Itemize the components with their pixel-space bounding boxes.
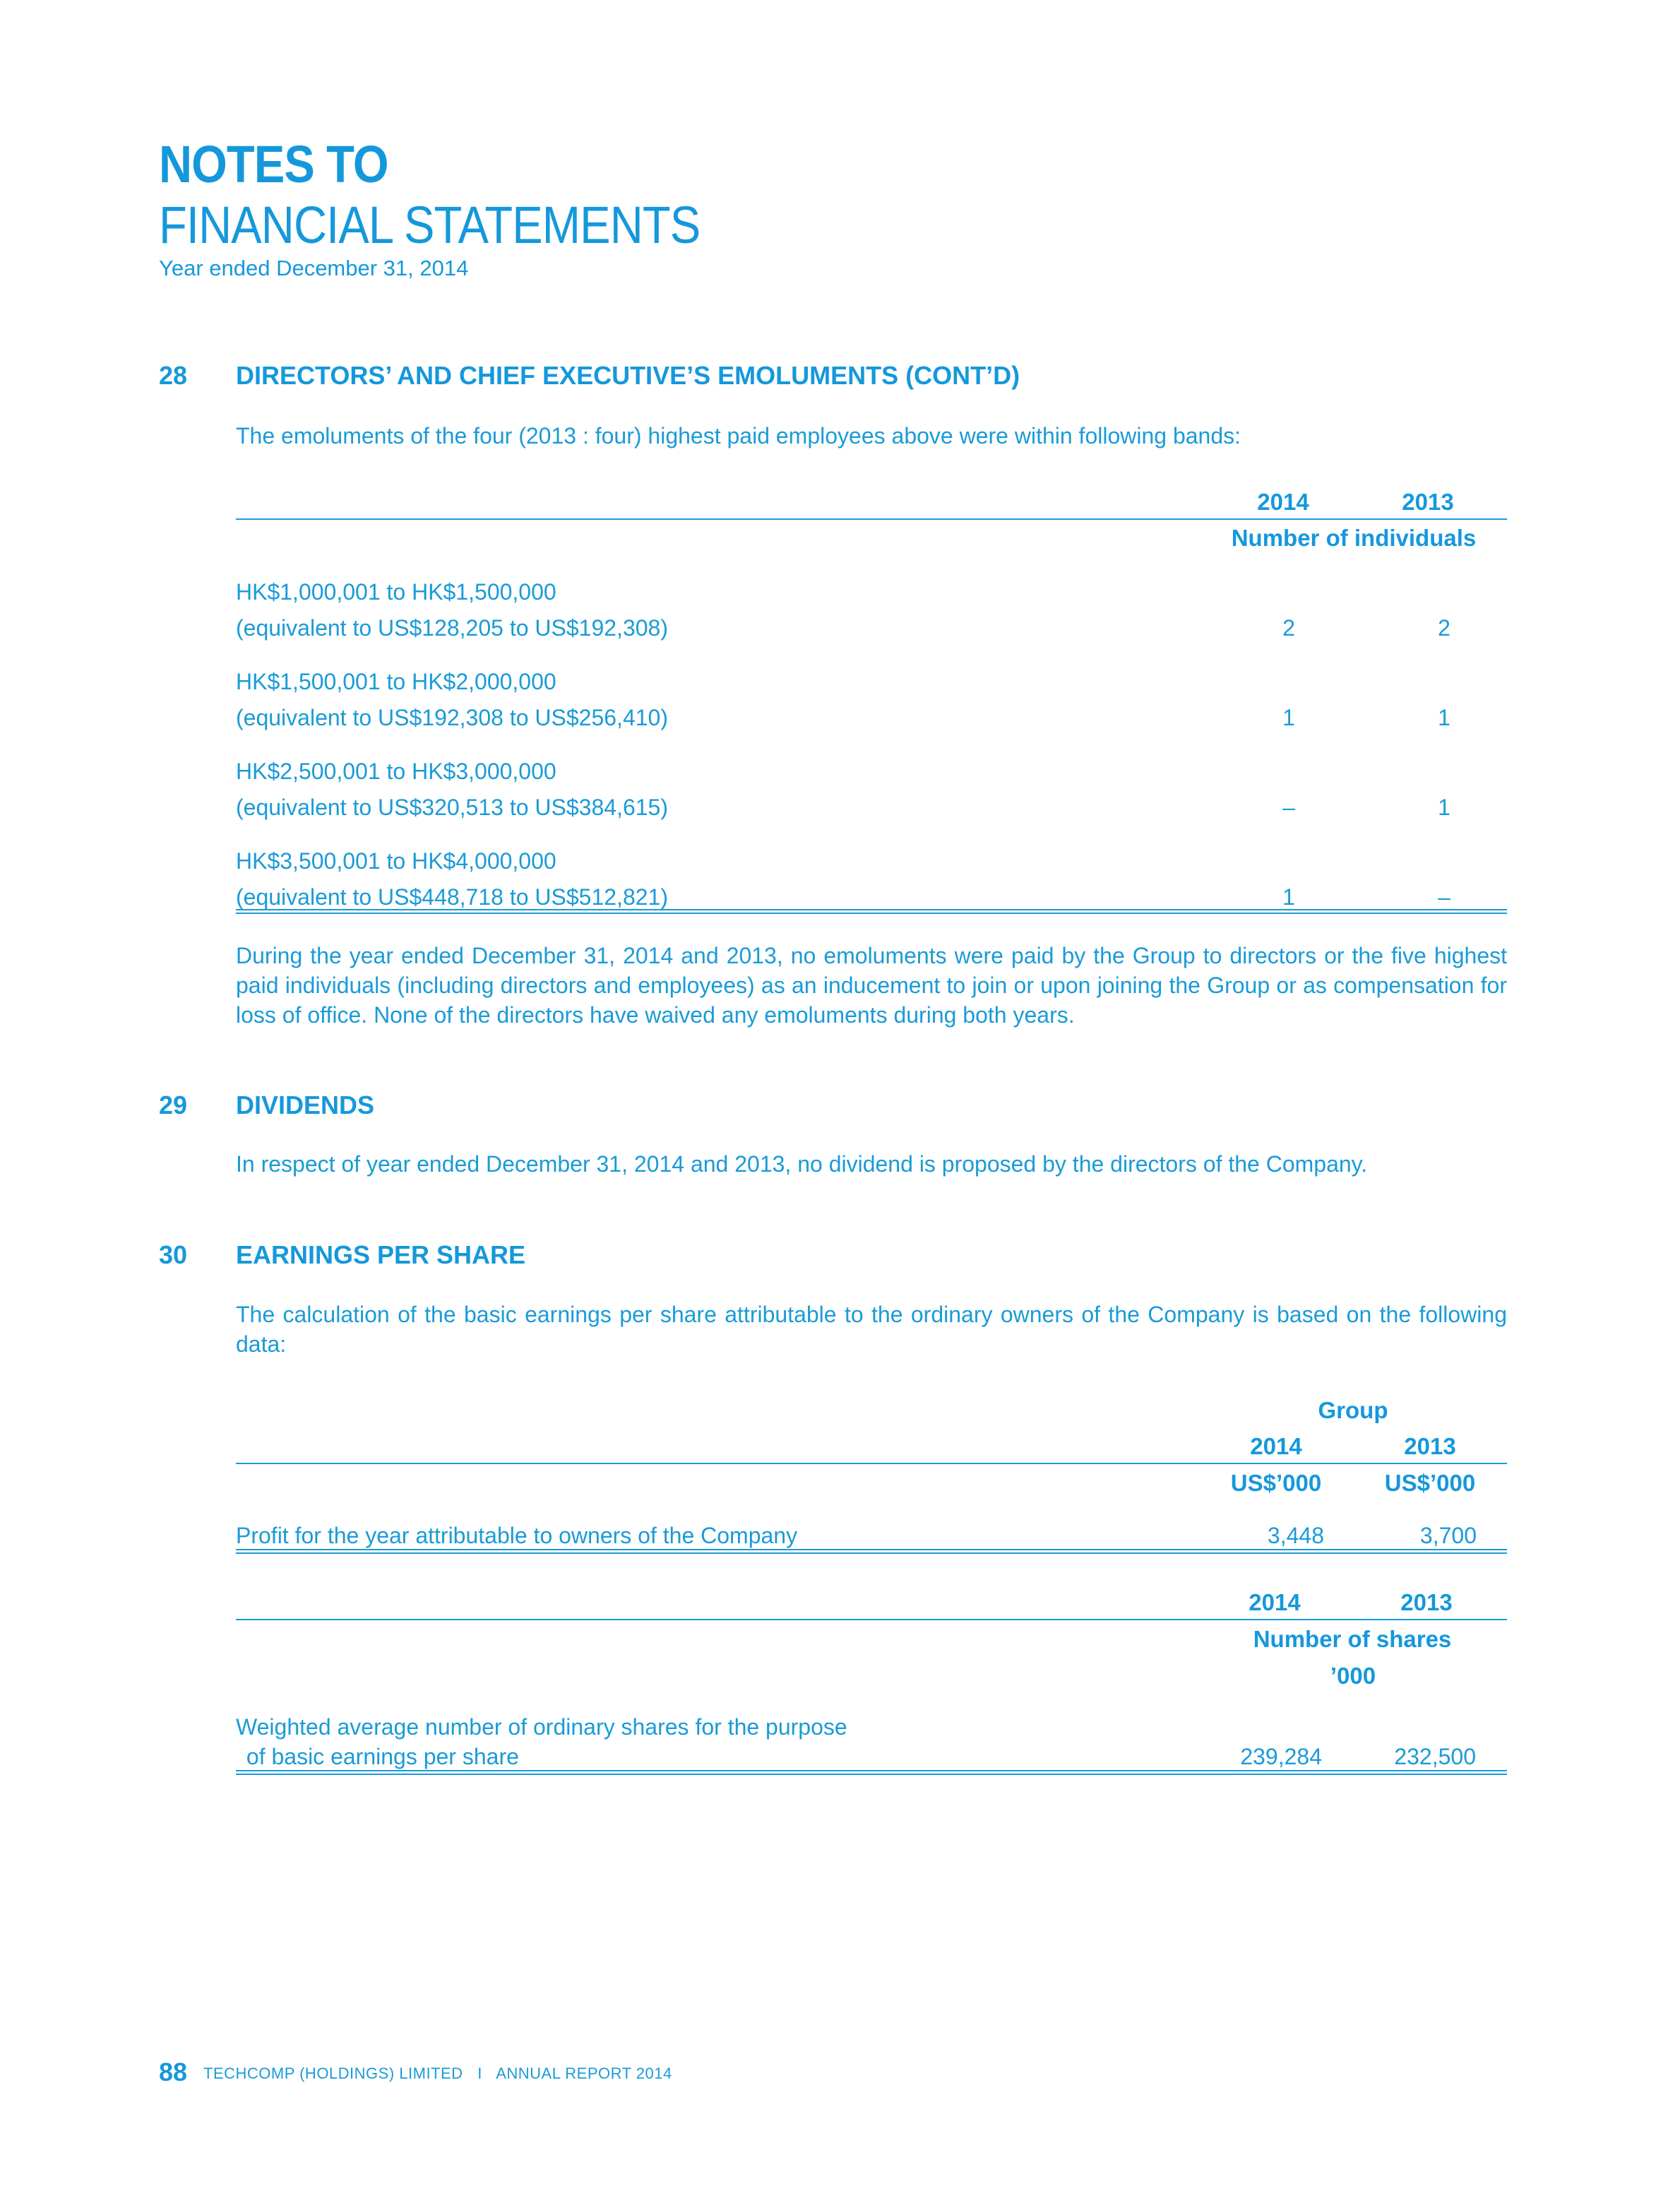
s28-row-2-2014: 1: [1282, 705, 1295, 730]
eps-t2-row-label-line2: of basic earnings per share: [240, 1744, 519, 1769]
eps-t2-unit: ’000: [1330, 1663, 1376, 1689]
eps-t2-row-label-line1: Weighted average number of ordinary shares for the purpose: [236, 1714, 847, 1740]
eps-t2-value-2013: 232,500: [1394, 1744, 1476, 1769]
eps-t2-double-rule: [236, 1770, 1507, 1775]
s28-row-2-2013: 1: [1438, 705, 1450, 730]
eps-t1-value-2014: 3,448: [1267, 1523, 1324, 1548]
s28-row-4-equiv: (equivalent to US$448,718 to US$512,821): [236, 884, 668, 910]
footer-page-number: 88: [159, 2057, 188, 2086]
s28-row-3-band: HK$2,500,001 to HK$3,000,000: [236, 759, 556, 784]
s28-row-1-band: HK$1,000,001 to HK$1,500,000: [236, 579, 556, 605]
s28-row-4-2014: 1: [1282, 884, 1295, 910]
section-28-title: DIRECTORS’ AND CHIEF EXECUTIVE’S EMOLUMENTS (CONT’D): [236, 361, 1020, 390]
eps-t2-header-rule: [236, 1619, 1507, 1620]
s28-row-1-2014: 2: [1282, 615, 1295, 641]
eps-t1-col-2014: 2014: [1250, 1433, 1302, 1459]
s28-col-2013: 2013: [1402, 489, 1454, 515]
section-30-number: 30: [159, 1240, 188, 1269]
s28-row-3-equiv: (equivalent to US$320,513 to US$384,615): [236, 795, 668, 820]
s28-row-1-2013: 2: [1438, 615, 1450, 641]
eps-t1-unit-2014: US$’000: [1230, 1470, 1322, 1496]
eps-t2-col-2013: 2013: [1400, 1589, 1453, 1615]
s28-col-caption: Number of individuals: [1231, 525, 1477, 551]
s28-header-rule: [236, 518, 1507, 520]
section-30-title: EARNINGS PER SHARE: [236, 1240, 526, 1269]
eps-t2-caption: Number of shares: [1253, 1626, 1452, 1652]
s28-row-4-band: HK$3,500,001 to HK$4,000,000: [236, 848, 556, 874]
section-29-text: In respect of year ended December 31, 2014 and 2013, no dividend is proposed by the directors of the Company.: [236, 1151, 1368, 1177]
section-30-intro: The calculation of the basic earnings per share attributable to the ordinary owners of the Company is based on the following data:: [236, 1302, 1507, 1357]
footer-separator: I: [477, 2065, 482, 2082]
section-29-number: 29: [159, 1091, 188, 1119]
s28-row-2-band: HK$1,500,001 to HK$2,000,000: [236, 669, 556, 694]
section-28-number: 28: [159, 361, 188, 390]
s28-row-3-2013: 1: [1438, 795, 1450, 820]
eps-t1-row-label: Profit for the year attributable to owners of the Company: [236, 1523, 798, 1548]
page-subtitle: Year ended December 31, 2014: [159, 256, 469, 280]
page-title-notes: NOTES TO: [159, 135, 388, 194]
s28-total-double-rule: [236, 909, 1507, 914]
eps-t2-value-2014: 239,284: [1240, 1744, 1322, 1769]
eps-t1-col-2013: 2013: [1404, 1433, 1456, 1459]
page-title-financial-statements: FINANCIAL STATEMENTS: [159, 196, 701, 254]
eps-t2-col-2014: 2014: [1249, 1589, 1301, 1615]
section-28-intro: The emoluments of the four (2013 : four) highest paid employees above were within following bands:: [236, 423, 1241, 449]
eps-t1-value-2013: 3,700: [1419, 1523, 1477, 1548]
eps-group-label: Group: [1318, 1397, 1388, 1423]
s28-col-2014: 2014: [1257, 489, 1309, 515]
s28-row-4-2013: –: [1438, 884, 1450, 910]
s28-row-1-equiv: (equivalent to US$128,205 to US$192,308): [236, 615, 668, 641]
footer-company: TECHCOMP (HOLDINGS) LIMITED: [203, 2065, 463, 2082]
s28-row-3-2014: –: [1282, 795, 1295, 820]
s28-row-2-equiv: (equivalent to US$192,308 to US$256,410): [236, 705, 668, 730]
section-29-title: DIVIDENDS: [236, 1091, 375, 1119]
footer-report: ANNUAL REPORT 2014: [496, 2065, 672, 2082]
eps-t1-double-rule: [236, 1549, 1507, 1554]
footer-text: [203, 2066, 672, 2081]
eps-t1-header-rule: [236, 1463, 1507, 1464]
section-28-note: During the year ended December 31, 2014 and 2013, no emoluments were paid by the Group to directors or the five highest paid individuals (including directors and employees) as an inducement to join or upon joining the Group or as compensation for loss of office. None of the directors have waived any emoluments during both years.: [236, 943, 1507, 1028]
eps-t1-unit-2013: US$’000: [1384, 1470, 1476, 1496]
